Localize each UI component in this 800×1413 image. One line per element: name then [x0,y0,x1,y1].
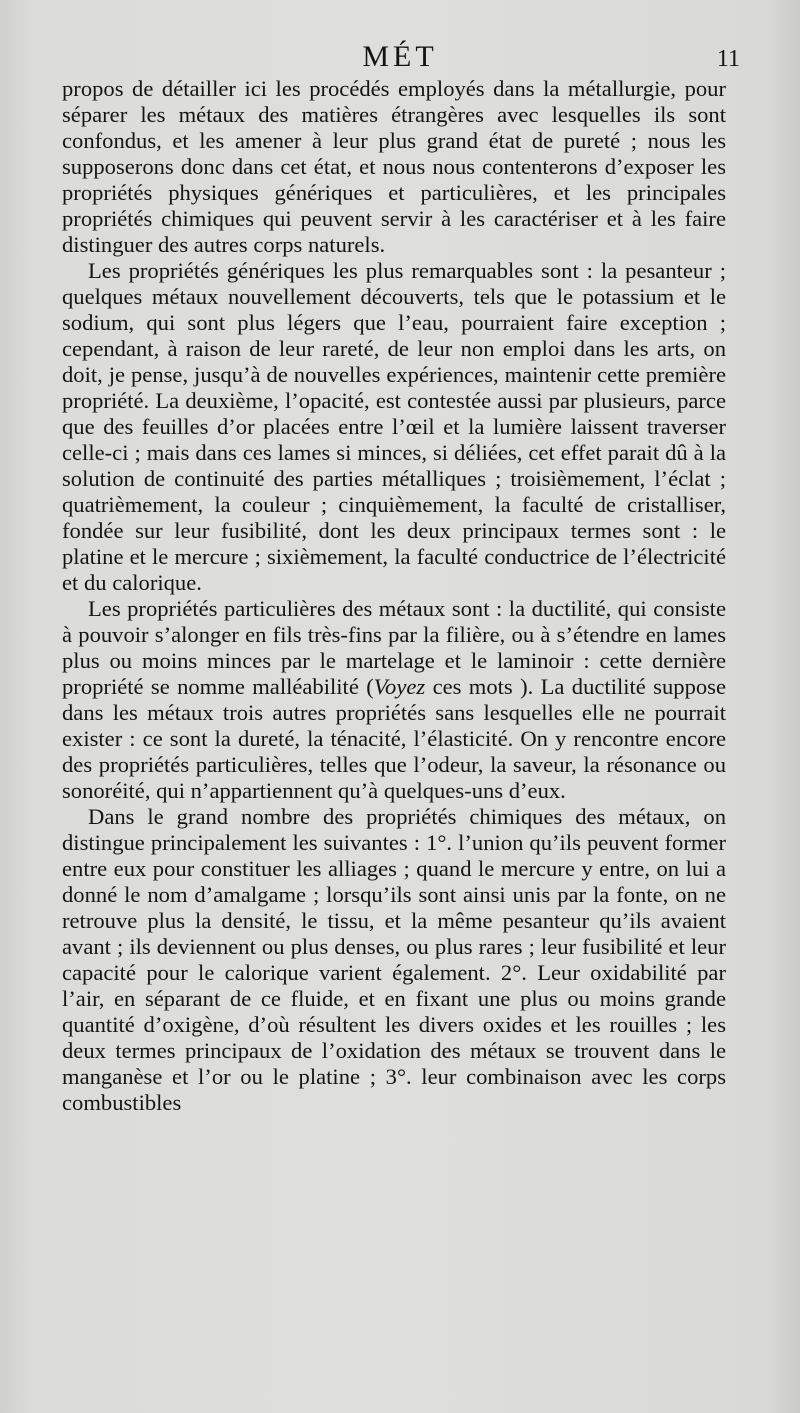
page-number: 11 [716,46,740,72]
voyez-reference: Voyez [373,674,426,699]
paragraph-generic-properties: Les propriétés génériques les plus remarquables sont : la pesanteur ; quelques métaux nouvellement découverts, tels que le potassium et le sodium, qui sont plus légers que l’eau, pourraient faire exception ; cependant, à raison de leur rareté, de leur non emploi dans les arts, on doit, je pense, jusqu’à de nouvelles expériences, maintenir cette première propriété. La deuxième, l’opacité, est contestée aussi par plusieurs, parce que des feuilles d’or placées entre l’œil et la lumière laissent traverser celle-ci ; mais dans ces lames si minces, si déliées, cet effet parait dû à la solution de continuité des parties métalliques ; troisièmement, l’éclat ; quatrièmement, la couleur ; cinquièmement, la faculté de cristalliser, fondée sur leur fusibilité, dont les deux principaux termes sont : le platine et le mercure ; sixièmement, la faculté conductrice de l’électricité et du calorique. [62,258,726,595]
page-header [62,40,738,80]
paragraph-continuation: propos de détailler ici les procédés employés dans la métallurgie, pour séparer les métaux des matières étrangères avec lesquelles ils sont confondus, et les amener à leur plus grand état de pureté ; nous les supposerons donc dans cet état, et nous nous contenterons d’exposer les propriétés physiques génériques et particulières, et les principales propriétés chimiques qui peuvent servir à les caractériser et à les faire distinguer des autres corps naturels. [62,76,726,257]
paragraph-particular-properties [62,596,726,804]
paragraph-chemical-properties: Dans le grand nombre des propriétés chimiques des métaux, on distingue principalement les suivantes : 1°. l’union qu’ils peuvent former entre eux pour constituer les alliages ; quand le mercure y entre, on lui a donné le nom d’amalgame ; lorsqu’ils sont ainsi unis par la fonte, on ne retrouve plus la densité, le tissu, et la même pesanteur qu’ils avaient avant ; ils deviennent ou plus denses, ou plus rares ; leur fusibilité et leur capacité pour le calorique varient également. 2°. Leur oxidabilité par l’air, en séparant de ce fluide, et en fixant une plus ou moins grande quantité d’oxigène, d’où résultent les divers oxides et les rouilles ; les deux termes principaux de l’oxidation des métaux se trouvent dans le manganèse et l’or ou le platine ; 3°. leur combinaison avec les corps combustibles [62,804,726,1115]
paragraph-text-part: ces mots ). La ductilité suppose dans les métaux trois autres propriétés sans lesquelles elle ne pourrait exister : ce sont la dureté, la ténacité, l’élasticité. On y rencontre encore des propriétés particulières, telles que l’odeur, la saveur, la résonance ou sonoréité, qui n’appartiennent qu’à quelques-uns d’eux. [62,674,726,803]
paragraph-text-part: Les propriétés particulières des métaux sont : la ductilité, qui consiste à pouvoir s’alonger en fils très-fins par la filière, ou à s’étendre en lames plus ou moins minces par le martelage et le laminoir : cette dernière propriété se nomme malléabilité ( [62,596,726,699]
body-text [62,76,726,1116]
running-head: MÉT [362,40,438,73]
